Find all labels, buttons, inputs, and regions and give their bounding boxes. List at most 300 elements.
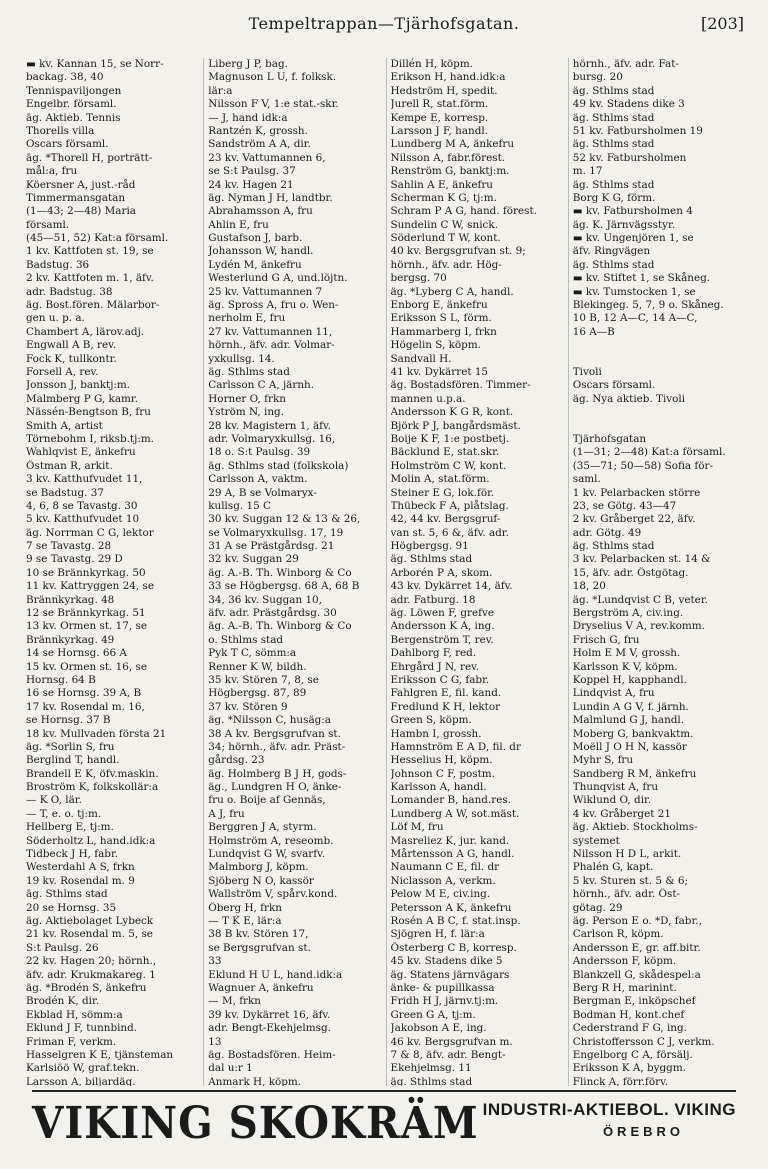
directory-entry: gårdsg. 23 [208, 754, 265, 767]
directory-entry: 40 kv. Bergsgrufvan st. 9; [390, 245, 526, 258]
directory-entry: bursg. 20 [572, 71, 623, 84]
directory-entry: 13 kv. Ormen st. 17, se [26, 620, 147, 633]
directory-entry: ▬ kv. Fatbursholmen 4 [572, 205, 693, 218]
directory-entry: äg. Bostadsfören. Timmer- [390, 379, 531, 392]
directory-entry: äg. Aktieb. Tennis [26, 111, 121, 124]
directory-entry: Wallström V, spårv.kond. [208, 888, 338, 901]
directory-entry: Carlsson A, vaktm. [208, 473, 308, 486]
directory-entry: 2 kv. Gråberget 22, äfv. [572, 513, 696, 526]
directory-entry: 38 B kv. Stören 17, [208, 928, 309, 941]
directory-entry: äg. Sthlms stad [572, 111, 655, 124]
directory-entry: 11 kv. Kattryggen 24, se [26, 580, 154, 593]
directory-entry: äg. Aktiebolaget Lybeck [26, 915, 154, 927]
directory-entry: Sundelin C W, snick. [390, 218, 498, 231]
directory-entry: 12 se Brännkyrkag. 51 [26, 607, 146, 620]
directory-entry: Högbergsg. 87, 89 [208, 687, 307, 700]
directory-entry: 27 kv. Vattumannen 11, [208, 325, 333, 338]
directory-entry: hörnh., äfv. adr. Hög- [390, 258, 502, 271]
directory-entry: Tidbeck J H, fabr. [26, 848, 119, 861]
directory-entry: Karlsiöö W, graf.tekn. [26, 1062, 140, 1075]
directory-entry: Oscars församl. [572, 379, 656, 392]
directory-entry: Moëll J O H N, kassör [572, 740, 687, 753]
directory-entry: Rosén A B C, f. stat.insp. [390, 915, 521, 927]
directory-entry: Naumann C E, fil. dr [390, 861, 500, 874]
directory-entry: Thorells villa [26, 124, 95, 137]
directory-entry: se S:t Paulsg. 37 [208, 165, 296, 178]
directory-entry: Berg R H, marinint. [572, 981, 677, 994]
directory-entry: S:t Paulsg. 26 [26, 941, 99, 954]
directory-entry: Dillén H, köpm. [390, 58, 473, 70]
directory-entry: Söderholtz L, hand.idk:a [26, 834, 156, 847]
directory-entry: församl. [26, 218, 70, 231]
directory-entry: — K O, lär. [26, 794, 82, 807]
directory-entry: Jakobson A E, ing. [390, 1022, 487, 1035]
directory-entry: Tjärhofsgatan [572, 432, 647, 445]
directory-entry: Andersson K G R, kont. [390, 406, 514, 419]
directory-entry: Nässén-Bengtson B, fru [26, 406, 151, 419]
directory-entry: 3 kv. Pelarbacken st. 14 & [572, 553, 711, 566]
directory-entry: A J, fru [208, 807, 245, 820]
directory-entry: Thunqvist A, fru [572, 781, 659, 794]
directory-entry: götag. 29 [572, 901, 623, 914]
directory-entry: m. 17 [572, 165, 603, 178]
directory-entry: Renner K W, bildh. [208, 660, 307, 673]
directory-entry: Oscars församl. [26, 138, 109, 151]
directory-entry: äg. Sthlms stad [572, 258, 655, 271]
directory-entry: Sandvall H. [390, 352, 452, 365]
directory-entry: äg. A.-B. Th. Winborg & Co [208, 620, 352, 633]
directory-entry: Lundberg M A, änkefru [390, 138, 515, 151]
directory-entry: 5 kv. Sturen st. 5 & 6; [572, 874, 688, 887]
directory-entry: Steiner E G, lok.för. [390, 486, 495, 499]
directory-entry: Bäcklund E, stat.skr. [390, 446, 500, 459]
directory-entry: 52 kv. Fatbursholmen [572, 151, 687, 164]
directory-entry: Berglind T, handl. [26, 754, 120, 767]
page-number: [203] [700, 14, 744, 33]
directory-entry: Borg K G, förm. [572, 191, 656, 204]
directory-entry: Ekblad H, sömm:a [26, 1008, 123, 1021]
directory-entry: adr. Volmaryxkullsg. 16, [208, 432, 336, 445]
directory-entry: Sjögren H, f. lär:a [390, 928, 485, 941]
directory-entry: Wagnuer A, änkefru [208, 981, 314, 994]
directory-entry: Engelbr. församl. [26, 98, 117, 111]
directory-entry: äg. Sthlms stad [26, 888, 108, 901]
directory-entry: Flinck A, förr.förv. [572, 1075, 669, 1086]
directory-entry: Fahlgren E, fil. kand. [390, 687, 502, 700]
directory-entry: Christoffersson C J, verkm. [572, 1035, 715, 1048]
directory-entry: Gustafson J, barb. [208, 232, 303, 245]
directory-entry: Eriksson K A, byggm. [572, 1062, 686, 1075]
directory-entry: äfv. Ringvägen [572, 245, 651, 258]
directory-entry: Hornsg. 64 B [26, 673, 96, 686]
directory-entry: Tivoli [572, 365, 602, 378]
directory-entry: Fock K, tullkontr. [26, 352, 117, 365]
directory-entry: Engwall A B, rev. [26, 339, 117, 352]
directory-entry: Hedström H, spedit. [390, 84, 498, 97]
directory-entry: 49 kv. Stadens dike 3 [572, 98, 685, 111]
directory-entry: Lydén M, änkefru [208, 258, 302, 271]
directory-entry: Carlson R, köpm. [572, 928, 664, 941]
directory-entry: änke- & pupillkassa [390, 981, 495, 994]
directory-entry: Berggren J A, styrm. [208, 821, 317, 834]
directory-entry: 15, äfv. adr. Östgötag. [572, 566, 689, 579]
directory-entry: Horner O, frkn [208, 392, 286, 405]
directory-entry: (1—31; 2—48) Kat:a församl. [572, 446, 726, 459]
directory-entry: 51 kv. Fatbursholmen 19 [572, 124, 703, 137]
directory-entry: 35 kv. Stören 7, 8, se [208, 673, 319, 686]
directory-entry: 18, 20 [572, 580, 606, 593]
directory-entry: 33 [208, 955, 222, 968]
directory-entry: Nilsson H D L, arkit. [572, 848, 682, 861]
directory-entry: gen u. p. a. [26, 312, 85, 325]
directory-entry: Johnson C F, postm. [390, 767, 495, 780]
directory-entry: bergsg. 70 [390, 272, 447, 285]
directory-entry: 18 kv. Mullvaden första 21 [26, 727, 167, 740]
directory-entry: äg. Sthlms stad [572, 540, 655, 553]
directory-entry: Cederstrand F G, ing. [572, 1022, 687, 1035]
directory-entry [573, 353, 744, 366]
directory-entry: Yström N, ing. [208, 406, 284, 419]
directory-entry: Sandström A A, dir. [208, 138, 311, 151]
directory-entry: Thübeck F A, plåtslag. [390, 499, 509, 512]
directory-entry: Hambn I, grossh. [390, 727, 482, 740]
directory-entry: Friman F, verkm. [26, 1035, 117, 1048]
directory-entry: äfv. adr. Krukmakareg. 1 [26, 968, 156, 981]
directory-entry: Brännkyrkag. 49 [26, 633, 115, 646]
directory-entry: Tennispaviljongen [26, 84, 122, 97]
directory-entry: Bodman H, kont.chef [572, 1008, 685, 1021]
directory-entry: Wiklund O, dir. [572, 794, 652, 807]
directory-entry: Brännkyrkag. 48 [26, 593, 115, 606]
directory-entry: 28 kv. Magistern 1, äfv. [208, 419, 331, 432]
directory-entry: Andersson K A, ing. [390, 620, 495, 633]
directory-entry: Söderlund T W, kont. [390, 232, 501, 245]
directory-entry: se Bergsgrufvan st. [208, 941, 311, 954]
directory-entry: Larsson J F, handl. [390, 124, 488, 137]
directory-entry: Smith A, artist [26, 419, 103, 432]
directory-entry: 15 kv. Ormen st. 16, se [26, 660, 147, 673]
directory-entry: 29 A, B se Volmaryx- [208, 486, 317, 499]
directory-entry: Jurell R, stat.förm. [390, 98, 489, 111]
directory-entry: äg. Aktieb. Stockholms- [572, 821, 698, 834]
directory-entry: Fridh H J, järnv.tj:m. [390, 995, 499, 1008]
column-3 [386, 58, 562, 1086]
directory-entry: Sandberg R M, änkefru [572, 767, 697, 780]
directory-entry: (1—43; 2—48) Maria [26, 205, 136, 218]
directory-entry: Forsell A, rev. [26, 365, 99, 378]
directory-entry: hörnh., äfv. adr. Volmar- [208, 339, 335, 352]
directory-entry: ▬ kv. Tumstocken 1, se [572, 285, 696, 298]
directory-entry: 22 kv. Hagen 20; hörnh., [26, 955, 157, 968]
directory-entry: 38 A kv. Bergsgrufvan st. [208, 727, 341, 740]
directory-entry: Karlsson A, handl. [390, 781, 487, 794]
directory-entry: äg. Sthlms stad [572, 138, 655, 151]
ad-company-city: ÖREBRO [602, 1124, 684, 1139]
directory-entry: Renström G, banktj:m. [390, 165, 510, 178]
directory-entry: 32 kv. Suggan 29 [208, 553, 299, 566]
directory-entry: hörnh., äfv. adr. Öst- [572, 888, 681, 901]
directory-entry: ▬ kv. Kannan 15, se Norr- [26, 58, 164, 70]
directory-entry: adr. Fatburg. 18 [390, 593, 476, 606]
directory-entry: Hamnström E A D, fil. dr [390, 740, 521, 753]
directory-entry: Nilsson A, fabr.förest. [390, 151, 506, 164]
directory-entry: nerholm E, fru [208, 312, 286, 325]
directory-entry: äg. Sthlms stad [572, 84, 655, 97]
directory-entry: Liberg J P, bag. [208, 58, 288, 70]
directory-entry: (35—71; 50—58) Sofia för- [572, 459, 714, 472]
directory-entry: Petersson A K, änkefru [390, 901, 512, 914]
directory-entry: 7 se Tavastg. 28 [26, 540, 112, 553]
directory-entry: Kempe E, korresp. [390, 111, 489, 124]
directory-entry: äg. Bost.fören. Mälarbor- [26, 299, 160, 312]
directory-entry: 17 kv. Rosendal m. 16, [26, 700, 145, 713]
directory-entry: Johansson W, handl. [208, 245, 314, 258]
directory-entry: Eriksson S L, förm. [390, 312, 492, 325]
page-title: Tempeltrappan—Tjärhofsgatan. [248, 14, 520, 33]
directory-entry: 30 kv. Suggan 12 & 13 & 26, [208, 513, 361, 526]
directory-entry: Holmström A, reseomb. [208, 834, 334, 847]
directory-entry: 20 se Hornsg. 35 [26, 901, 117, 914]
directory-entry: Enborg E, änkefru [390, 299, 488, 312]
directory-entry: Bergström A, civ.ing. [572, 607, 684, 620]
directory-entry: Köersner A, just.-råd [26, 178, 136, 191]
directory-entry: Björk P J, bangårdsmäst. [390, 419, 521, 432]
directory-entry: Broström K, folkskollär:a [26, 781, 159, 794]
directory-entry: Scherman K G, tj:m. [390, 191, 497, 204]
directory-entry: 34; hörnh., äfv. adr. Präst- [208, 740, 346, 753]
directory-entry: 34, 36 kv. Suggan 10, [208, 593, 322, 606]
directory-entry: Molin A, stat.förm. [390, 473, 490, 486]
directory-entry: Dahlborg F, red. [390, 647, 477, 660]
directory-entry: Löf M, fru [390, 821, 444, 834]
directory-entry [573, 420, 744, 433]
directory-entry: 14 se Hornsg. 66 A [26, 647, 127, 660]
directory-entry: 13 [208, 1035, 222, 1048]
directory-entry: Myhr S, fru [572, 754, 634, 767]
directory-entry: Moberg G, bankvaktm. [572, 727, 694, 740]
directory-entry: 46 kv. Bergsgrufvan m. [390, 1035, 513, 1048]
directory-entry: 23, se Götg. 43—47 [572, 499, 677, 512]
directory-entry: Bergenström T, rev. [390, 633, 494, 646]
directory-entry: Larsson A, biljardäg. [26, 1075, 136, 1086]
directory-entry: se Volmaryxkullsg. 17, 19 [208, 526, 344, 539]
directory-entry: Schram P A G, hand. förest. [390, 205, 537, 218]
directory-entry: äg. Holmberg B J H, gods- [208, 767, 347, 780]
directory-entry: Timmermansgatan [26, 191, 126, 204]
directory-entry: Engelborg C A, försälj. [572, 1048, 693, 1061]
directory-entry: Phalén G, kapt. [572, 861, 654, 874]
directory-entry: Holm E M V, grossh. [572, 647, 681, 660]
directory-entry: Öberg H, frkn [208, 901, 282, 914]
directory-entry: äg. Sthlms stad [208, 365, 290, 378]
directory-entry: mannen u.p.a. [390, 392, 466, 405]
directory-entry: Wahlqvist E, änkefru [26, 446, 136, 459]
directory-entry: Arborén P A, skom. [390, 566, 493, 579]
directory-entry: äg. A.-B. Th. Winborg & Co [208, 566, 352, 579]
column-2 [203, 58, 379, 1086]
directory-entry: Abrahamsson A, fru [208, 205, 313, 218]
directory-entry: Ahlin E, fru [208, 218, 269, 231]
directory-entry: 31 A se Prästgårdsg. 21 [208, 540, 335, 553]
directory-entry: se Badstug. 37 [26, 486, 104, 499]
directory-entry: äg. Sthlms stad (folkskola) [208, 459, 349, 472]
directory-entry: äg. *Brodén S, änkefru [26, 981, 147, 994]
directory-entry: kullsg. 15 C [208, 499, 271, 512]
directory-entry: äg. *Nilsson C, husäg:a [208, 714, 331, 727]
directory-entry: 23 kv. Vattumannen 6, [208, 151, 326, 164]
directory-entry: äg. Sthlms stad [572, 178, 655, 191]
directory-entry: Boije K F, 1:e postbetj. [390, 432, 510, 445]
directory-entry: Anmark H, köpm. [208, 1075, 302, 1086]
directory-entry: Jonsson J, banktj:m. [26, 379, 131, 392]
directory-entry: Koppel H, kapphandl. [572, 673, 687, 686]
directory-entry: Ehrgård J N, rev. [390, 660, 480, 673]
directory-entry: Carlsson C A, järnh. [208, 379, 315, 392]
directory-entry: Malmlund G J, handl. [572, 714, 685, 727]
directory-entry: — T, e. o. tj:m. [26, 807, 102, 820]
directory-entry: 43 kv. Dykärret 14, äfv. [390, 580, 513, 593]
directory-entry: Rantzén K, grossh. [208, 124, 308, 137]
directory-entry: Chambert A, lärov.adj. [26, 325, 145, 338]
advertisement-footer [32, 1090, 736, 1150]
directory-entry: se Hornsg. 37 B [26, 714, 111, 727]
directory-entry: Österberg C B, korresp. [390, 941, 517, 954]
directory-entry: Sjöberg N O, kassör [208, 874, 314, 887]
directory-entry: Lundberg A W, sot.mäst. [390, 807, 520, 820]
directory-entry: Pyk T C, sömm:a [208, 647, 297, 660]
directory-entry: Westerlund G A, und.löjtn. [208, 272, 348, 285]
directory-entry: Andersson E, gr. aff.bitr. [572, 941, 701, 954]
directory-entry: lär:a [208, 84, 233, 97]
directory-entry: Masreliez K, jur. kand. [390, 834, 510, 847]
directory-entry: 1 kv. Pelarbacken större [572, 486, 701, 499]
directory-entry: Eklund J F, tunnbind. [26, 1022, 138, 1035]
directory-entry: — M, frkn [208, 995, 261, 1008]
directory-entry: äg., Lundgren H O, änke- [208, 781, 342, 794]
directory-entry: äg. Spross A, fru o. Wen- [208, 299, 339, 312]
directory-entry: Högelin S, köpm. [390, 339, 481, 352]
directory-entry: äg. *Lundqvist C B, veter. [572, 593, 708, 606]
directory-entry: äg. Sthlms stad [390, 1075, 473, 1086]
directory-entry: 4 kv. Gråberget 21 [572, 807, 671, 820]
directory-entry: 45 kv. Stadens dike 5 [390, 955, 503, 968]
directory-entry: backag. 38, 40 [26, 71, 104, 84]
directory-entry: Andersson F, köpm. [572, 955, 677, 968]
directory-entry: 16 A—B [572, 325, 615, 338]
directory-entry: ▬ kv. Ungenjören 1, se [572, 232, 694, 245]
directory-entry: Hammarberg I, frkn [390, 325, 497, 338]
directory-entry: äg. Bostadsfören. Heim- [208, 1048, 336, 1061]
directory-entry: 42, 44 kv. Bergsgruf- [390, 513, 501, 526]
directory-entry: Holmström C W, kont. [390, 459, 507, 472]
directory-entry: Lundqvist G W, svarfv. [208, 848, 326, 861]
directory-entry: äg. *Lyberg C A, handl. [390, 285, 514, 298]
directory-entry: Mårtensson A G, handl. [390, 848, 515, 861]
directory-entry: äg. *Thorell H, porträtt- [26, 151, 153, 164]
page-header [24, 14, 744, 42]
directory-entry: Högbergsg. 91 [390, 540, 469, 553]
directory-entry: Östman R, arkit. [26, 459, 113, 472]
directory-entry: 2 kv. Kattfoten m. 1, äfv. [26, 272, 154, 285]
directory-entry: Green G A, tj:m. [390, 1008, 476, 1021]
directory-entry: 24 kv. Hagen 21 [208, 178, 294, 191]
directory-entry: 37 kv. Stören 9 [208, 700, 288, 713]
directory-entry: Green S, köpm. [390, 714, 472, 727]
directory-entry: Malmborg J, köpm. [208, 861, 309, 874]
directory-entry: 4, 6, 8 se Tavastg. 30 [26, 499, 138, 512]
directory-entry: Blankzell G, skådespel:a [572, 968, 701, 981]
directory-entry: adr. Badstug. 38 [26, 285, 113, 298]
ad-brand-name: VIKING SKOKRÄM [32, 1098, 479, 1149]
directory-entry: äg. Norrman C G, lektor [26, 526, 154, 539]
directory-entry: Dryselius V A, rev.komm. [572, 620, 705, 633]
directory-entry: 18 o. S:t Paulsg. 39 [208, 446, 311, 459]
directory-entry: Hesselius H, köpm. [390, 754, 493, 767]
directory-entry: 25 kv. Vattumannen 7 [208, 285, 323, 298]
directory-entry: hörnh., äfv. adr. Fat- [572, 58, 679, 70]
directory-entry: äg. Nyman J H, landtbr. [208, 191, 333, 204]
directory-entry: saml. [572, 473, 601, 486]
directory-entry: äg. K. Järnvägsstyr. [572, 218, 676, 231]
directory-entry: 7 & 8, äfv. adr. Bengt- [390, 1048, 506, 1061]
directory-entry: systemet [572, 834, 620, 847]
directory-entry: Frisch G, fru [572, 633, 640, 646]
directory-entry: adr. Bengt-Ekehjelmsg. [208, 1022, 331, 1035]
directory-entry: 10 B, 12 A—C, 14 A—C, [572, 312, 698, 325]
directory-entry: (45—51, 52) Kat:a församl. [26, 232, 169, 245]
directory-entry: fru o. Boije af Gennäs, [208, 794, 326, 807]
directory-entry: Brodén K, dir. [26, 995, 100, 1008]
directory-entry: Nilsson F V, 1:e stat.-skr. [208, 98, 339, 111]
directory-entry: 5 kv. Katthufvudet 10 [26, 513, 140, 526]
ad-company-name: INDUSTRI-AKTIEBOL. VIKING [482, 1100, 736, 1119]
directory-entry: 41 kv. Dykärret 15 [390, 365, 489, 378]
directory-entry: dal u:r 1 [208, 1062, 253, 1075]
directory-entry: Ekehjelmsg. 11 [390, 1062, 472, 1075]
directory-entry: 16 se Hornsg. 39 A, B [26, 687, 142, 700]
directory-entry: äg. Löwen F, grefve [390, 607, 494, 620]
directory-entry: Törnebohm I, riksb.tj:m. [26, 432, 154, 445]
directory-entry: — J, hand idk:a [208, 111, 288, 124]
directory-entry: Malmberg P G, kamr. [26, 392, 139, 405]
directory-entry: mål:a, fru [26, 165, 78, 178]
directory-entry: 9 se Tavastg. 29 D [26, 553, 123, 566]
directory-entry: Brandell E K, öfv.maskin. [26, 767, 159, 780]
directory-columns [26, 58, 744, 1086]
directory-entry: äg. Statens järnvägars [390, 968, 510, 981]
directory-entry: Eklund H U L, hand.idk:a [208, 968, 343, 981]
footer-divider [32, 1090, 736, 1092]
directory-entry: adr. Götg. 49 [572, 526, 642, 539]
directory-entry: Hellberg E, tj:m. [26, 821, 114, 834]
column-1 [26, 58, 197, 1086]
directory-entry: Eriksson C G, fabr. [390, 673, 490, 686]
directory-entry: 10 se Brännkyrkag. 50 [26, 566, 146, 579]
directory-entry: äg. Nya aktieb. Tivoli [572, 392, 686, 405]
directory-entry: 1 kv. Kattfoten st. 19, se [26, 245, 154, 258]
column-4 [568, 58, 744, 1086]
directory-entry: 3 kv. Katthufvudet 11, [26, 473, 143, 486]
directory-entry: Erikson H, hand.idk:a [390, 71, 506, 84]
directory-entry: van st. 5, 6 &, äfv. adr. [390, 526, 509, 539]
directory-entry: Karlsson K V, köpm. [572, 660, 678, 673]
directory-entry: äg. Person E o. *D, fabr., [572, 915, 702, 927]
directory-entry: Niclasson A, verkm. [390, 874, 496, 887]
directory-entry: Bergman E, inköpschef [572, 995, 696, 1008]
directory-entry: äg. Sthlms stad [390, 553, 473, 566]
directory-entry: Pelow M E, civ.ing. [390, 888, 491, 901]
directory-entry [573, 406, 744, 419]
